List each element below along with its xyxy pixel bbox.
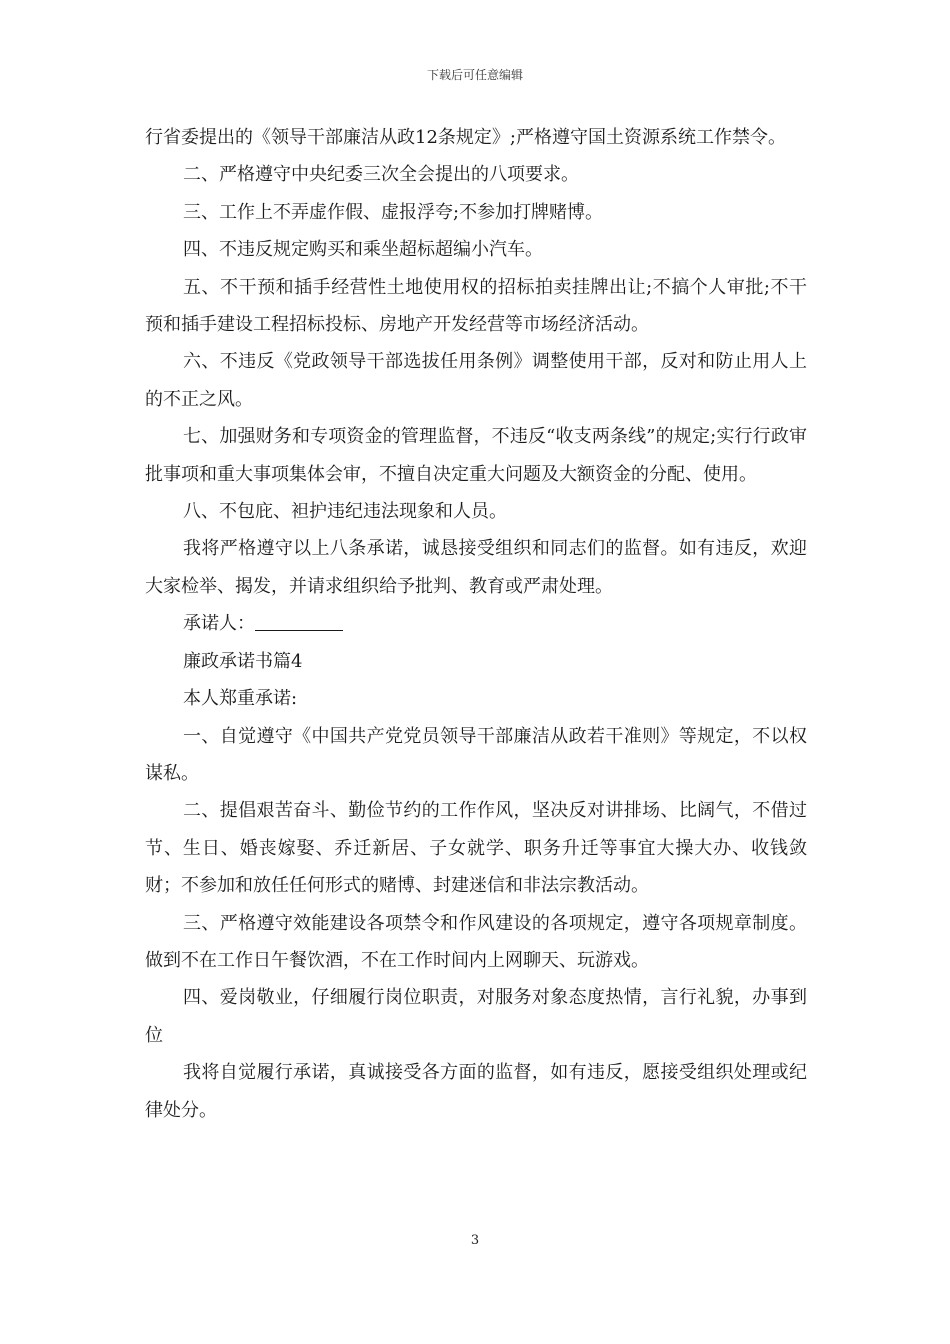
paragraph-item-5: 五、不干预和插手经营性土地使用权的招标拍卖挂牌出让;不搞个人审批;不干预和插手建设工程招标投标、房地产开发经营等市场经济活动。: [145, 276, 807, 336]
signature-blank: [255, 608, 343, 631]
document-body: [145, 119, 807, 1129]
paragraph-item-7: 七、加强财务和专项资金的管理监督，不违反“收支两条线”的规定;实行行政审批事项和重大事项集体会审，不擅自决定重大问题及大额资金的分配、使用。: [145, 426, 807, 485]
paragraph-commitment-4: 四、爱岗敬业，仔细履行岗位职责，对服务对象态度热情，言行礼貌，办事到位: [145, 987, 807, 1046]
section-title: 廉政承诺书篇4: [183, 650, 303, 672]
paragraph-continuation: 行省委提出的《领导干部廉洁从政12条规定》;严格遵守国土资源系统工作禁令。: [145, 127, 786, 148]
paragraph-item-6: 六、不违反《党政领导干部选拔任用条例》调整使用干部，反对和防止用人上的不正之风。: [145, 351, 807, 410]
paragraph-intro: 本人郑重承诺:: [183, 688, 298, 710]
paragraph-item-4: 四、不违反规定购买和乘坐超标超编小汽车。: [183, 239, 543, 261]
signer-label: 承诺人：: [183, 613, 255, 635]
paragraph-item-8: 八、不包庇、袒护违纪违法现象和人员。: [183, 501, 507, 523]
page-header: 下载后可任意编辑: [426, 68, 523, 82]
paragraph-closing: 我将自觉履行承诺，真诚接受各方面的监督，如有违反，愿接受组织处理或纪律处分。: [145, 1062, 807, 1121]
paragraph-commitment-1: 一、自觉遵守《中国共产党党员领导干部廉洁从政若干准则》等规定，不以权谋私。: [145, 725, 807, 784]
page-number: 3: [470, 1233, 480, 1248]
paragraph-pledge: 我将严格遵守以上八条承诺，诚恳接受组织和同志们的监督。如有违反，欢迎大家检举、揭发，并请求组织给予批判、教育或严肃处理。: [145, 538, 807, 597]
paragraph-commitment-2: 二、提倡艰苦奋斗、勤俭节约的工作作风，坚决反对讲排场、比阔气，不借过节、生日、婚丧嫁娶、乔迁新居、子女就学、职务升迁等事宜大操大办、收钱敛财；不参加和放任任何形式的赌博、封建迷信和非法宗教活动。: [145, 800, 807, 897]
paragraph-item-2: 二、严格遵守中央纪委三次全会提出的八项要求。: [183, 164, 579, 186]
signature-line: [145, 605, 807, 642]
paragraph-commitment-3: 三、严格遵守效能建设各项禁令和作风建设的各项规定，遵守各项规章制度。做到不在工作日午餐饮酒，不在工作时间内上网聊天、玩游戏。: [145, 912, 807, 971]
paragraph-item-3: 三、工作上不弄虚作假、虚报浮夸;不参加打牌赌博。: [183, 201, 604, 223]
